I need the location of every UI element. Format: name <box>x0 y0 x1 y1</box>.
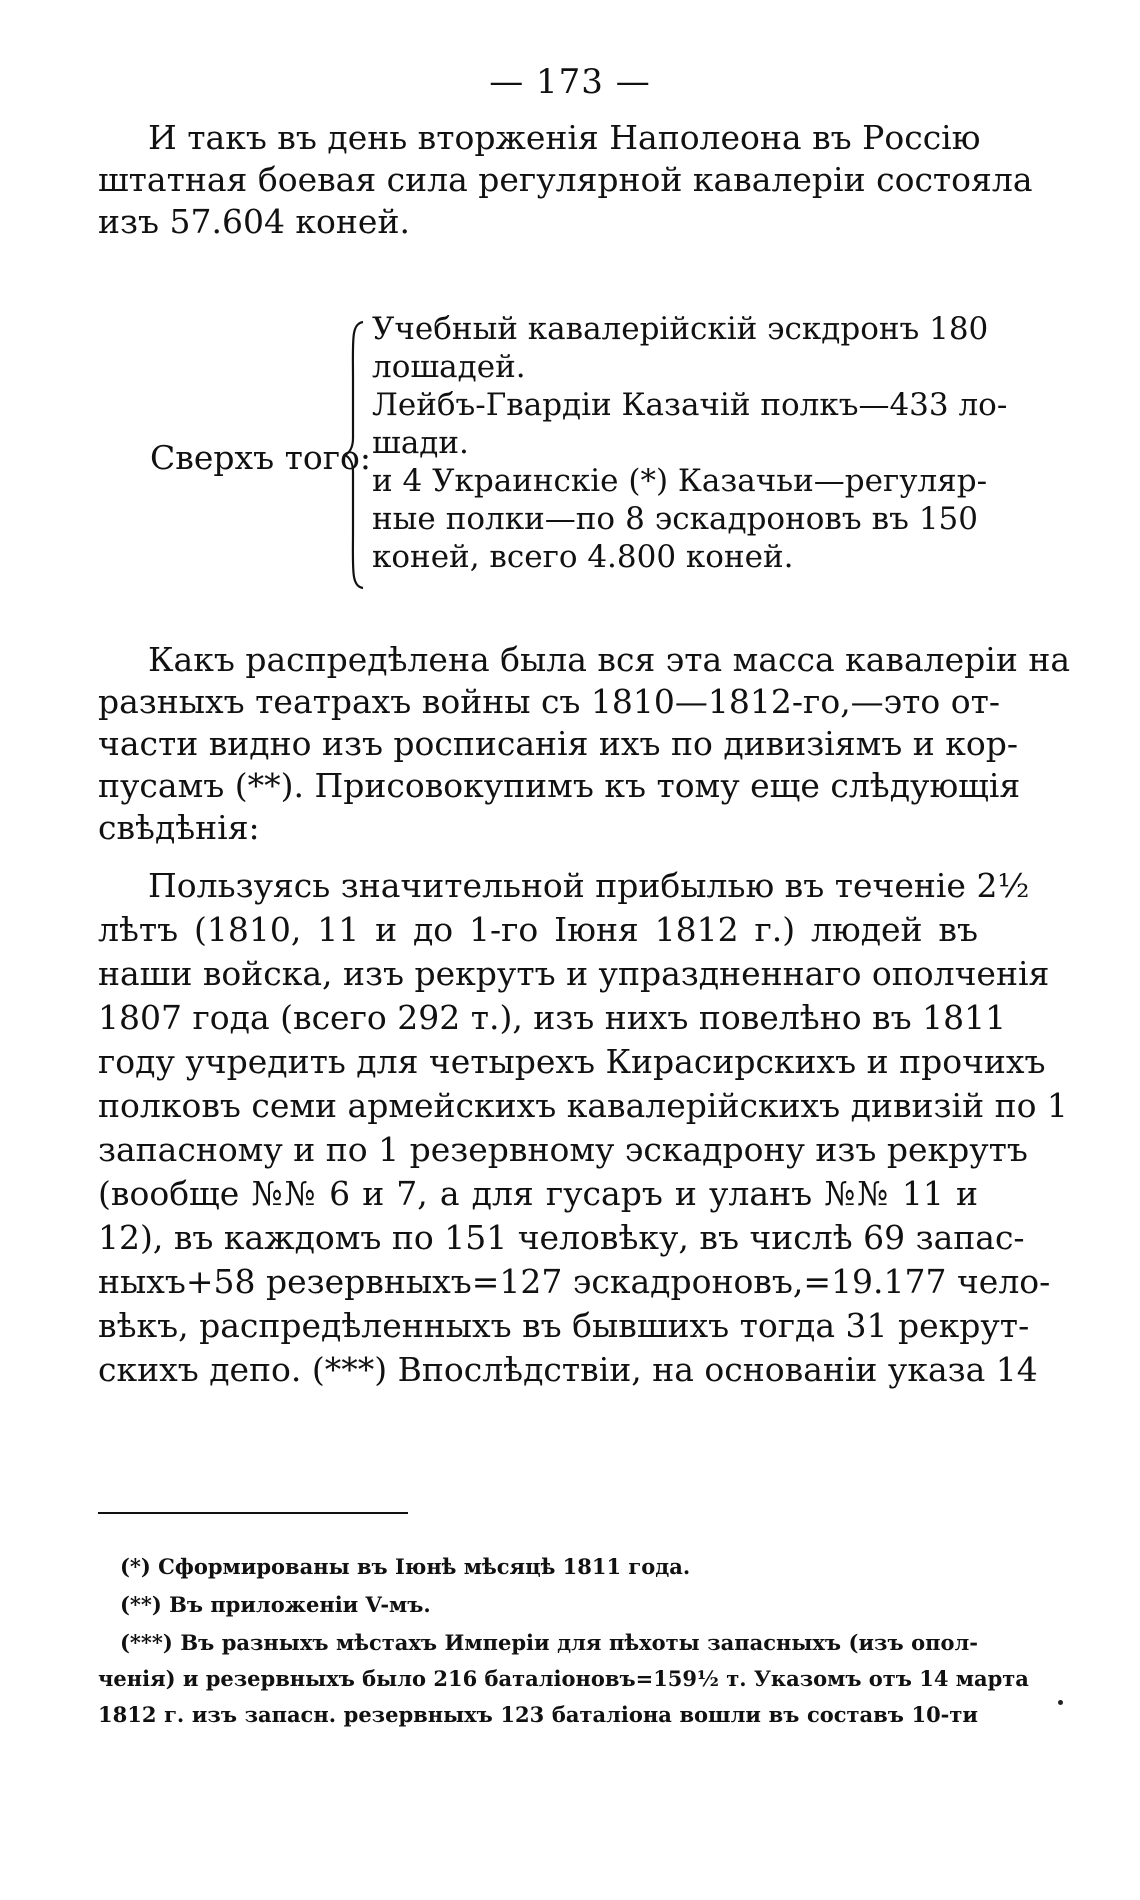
footnote-1: (*) Сформированы въ Іюнѣ мѣсяцѣ 1811 года. <box>120 1554 691 1579</box>
footnote-3-line-1: (***) Въ разныхъ мѣстахъ Имперіи для пѣхоты запасныхъ (изъ опол- <box>120 1630 978 1655</box>
paragraph1-line-4: пусамъ (**). Присовокупимъ къ тому еще слѣдующія <box>98 766 1021 805</box>
paragraph2-line-1: Пользуясь значительной прибылью въ теченіе 2½ <box>148 866 1030 905</box>
brace-label: Сверхъ того: <box>150 438 371 477</box>
paragraph2-line-7: запасному и по 1 резервному эскадрону изъ рекрутъ <box>98 1130 1028 1169</box>
page-number: — 173 — <box>489 62 651 102</box>
paragraph2-line-5: году учредить для четырехъ Кирасирскихъ и прочихъ <box>98 1042 1046 1081</box>
print-speck <box>1058 1700 1063 1705</box>
footnote-3-line-2: ченія) и резервныхъ было 216 баталіоновъ=159½ т. Указомъ отъ 14 марта <box>98 1666 1029 1691</box>
intro-line-2: штатная боевая сила регулярной кавалеріи состояла <box>98 160 1033 199</box>
intro-line-3: изъ 57.604 коней. <box>98 202 410 241</box>
paragraph2-line-3: наши войска, изъ рекрутъ и упраздненнаго ополченія <box>98 954 1050 993</box>
paragraph2-line-10: ныхъ+58 резервныхъ=127 эскадроновъ,=19.177 чело- <box>98 1262 1051 1301</box>
paragraph2-line-9: 12), въ каждомъ по 151 человѣку, въ числѣ 69 запас- <box>98 1218 1025 1257</box>
paragraph2-line-12: скихъ депо. (***) Впослѣдствіи, на основаніи указа 14 <box>98 1350 1038 1389</box>
brace-line-6: ные полки—по 8 эскадроновъ въ 150 <box>372 501 978 537</box>
brace-line-4: шади. <box>372 425 469 461</box>
paragraph1-line-1: Какъ распредѣлена была вся эта масса кавалеріи на <box>148 640 1071 679</box>
paragraph2-line-8: (вообще №№ 6 и 7, а для гусаръ и уланъ №№ 11 и <box>98 1174 978 1213</box>
paragraph2-line-4: 1807 года (всего 292 т.), изъ нихъ повелѣно въ 1811 <box>98 998 1007 1037</box>
brace-line-5: и 4 Украинскіе (*) Казачьи—регуляр- <box>372 463 988 499</box>
footnote-separator <box>98 1512 408 1514</box>
brace-line-2: лошадей. <box>372 349 526 385</box>
intro-line-1: И такъ въ день вторженія Наполеона въ Россію <box>148 118 981 157</box>
footnote-2: (**) Въ приложеніи V-мъ. <box>120 1592 431 1617</box>
paragraph2-line-11: вѣкъ, распредѣленныхъ въ бывшихъ тогда 31 рекрут- <box>98 1306 1030 1345</box>
additional-units-brace-block <box>0 310 1140 600</box>
paragraph1-line-2: разныхъ театрахъ войны съ 1810—1812-го,—это от- <box>98 682 1001 721</box>
paragraph2-line-6: полковъ семи армейскихъ кавалерійскихъ дивизій по 1 <box>98 1086 1068 1125</box>
footnote-3-line-3: 1812 г. изъ запасн. резервныхъ 123 баталіона вошли въ составъ 10-ти <box>98 1702 978 1727</box>
brace-line-1: Учебный кавалерійскій эскдронъ 180 <box>372 311 989 347</box>
paragraph2-line-2: лѣтъ (1810, 11 и до 1-го Іюня 1812 г.) людей въ <box>98 910 978 949</box>
curly-brace-icon <box>343 320 367 590</box>
paragraph1-line-5: свѣдѣнія: <box>98 808 260 847</box>
brace-line-3: Лейбъ-Гвардіи Казачій полкъ—433 ло- <box>372 387 1008 423</box>
paragraph1-line-3: части видно изъ росписанія ихъ по дивизіямъ и кор- <box>98 724 1019 763</box>
brace-line-7: коней, всего 4.800 коней. <box>372 539 794 575</box>
